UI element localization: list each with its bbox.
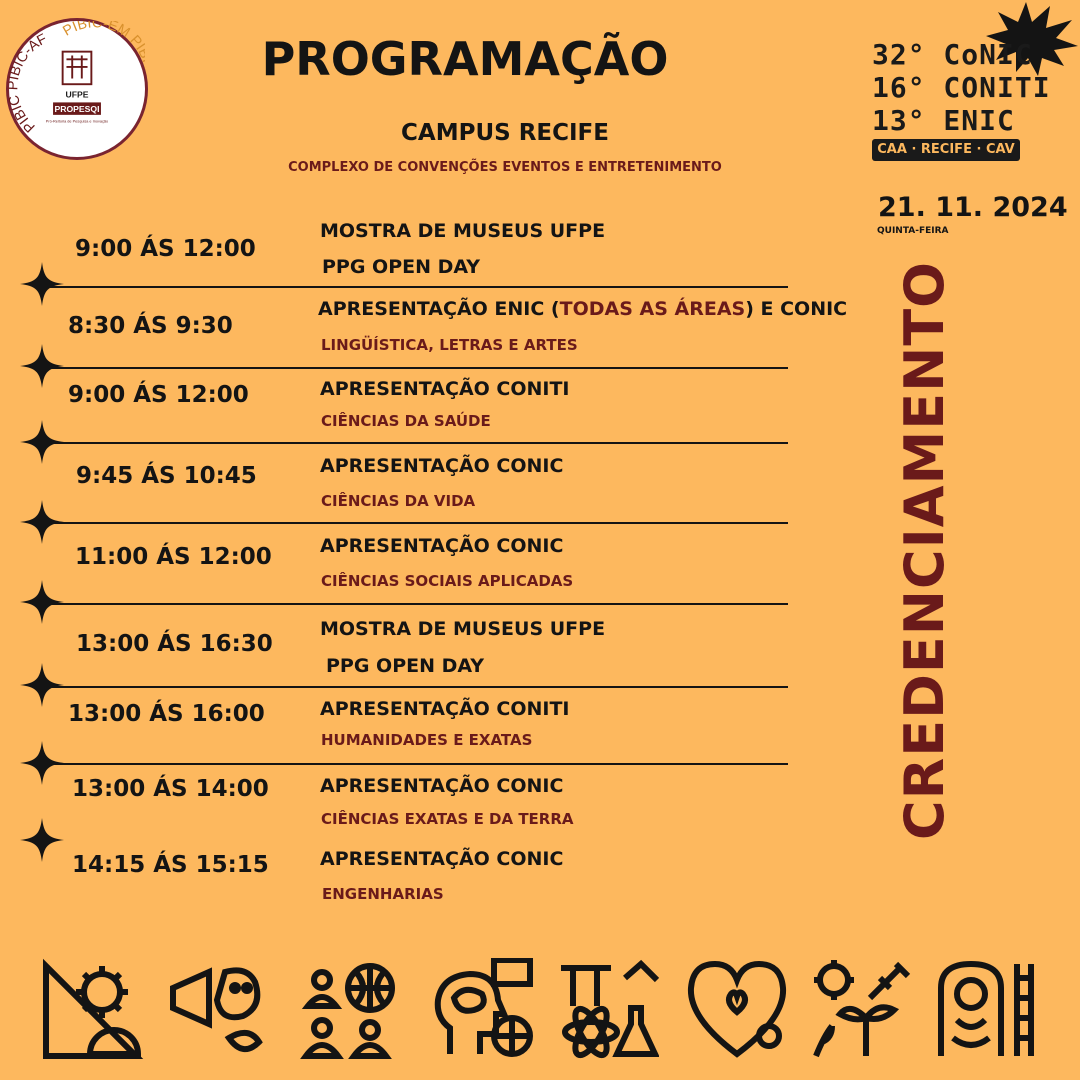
event-weekday: QUINTA-FEIRA: [877, 226, 949, 236]
row-subtitle: PPG OPEN DAY: [326, 655, 485, 677]
brand-tagline: CAA · RECIFE · CAV: [872, 139, 1020, 161]
row-time: 11:00 ÁS 12:00: [75, 544, 272, 570]
event-brand-logo: [868, 0, 1080, 170]
svg-text:PIBIC PIBIC-AF: [9, 31, 50, 135]
sparkle-icon: [20, 344, 64, 388]
life-sciences-icon: [810, 958, 914, 1062]
row-time: 9:00 ÁS 12:00: [75, 236, 256, 262]
row-time: 14:15 ÁS 15:15: [72, 852, 269, 878]
sparkle-icon: [20, 262, 64, 306]
row-title: APRESENTAÇÃO ENIC (TODAS AS ÁREAS) E CONIC: [318, 298, 848, 320]
seal-ring-left: PIBI IC-AF: [9, 31, 50, 136]
row-subtitle: HUMANIDADES E EXATAS: [321, 731, 533, 749]
area-icons-strip: [40, 958, 1040, 1062]
row-subtitle: CIÊNCIAS SOCIAIS APLICADAS: [321, 572, 574, 590]
engineering-icon: [40, 958, 144, 1062]
seal-org: UFPE: [65, 89, 89, 100]
brand-line-enic: 13° ENIC: [872, 104, 1015, 137]
brand-line-coniti: 16° CONITI: [872, 71, 1051, 104]
linguistics-icon: [935, 958, 1039, 1062]
arts-icon: [165, 958, 269, 1062]
venue-name: COMPLEXO DE CONVENÇÕES EVENTOS E ENTRETENIMENTO: [288, 160, 722, 175]
row-divider: [40, 442, 788, 444]
seal-dept: PROPESQI: [54, 103, 100, 114]
sparkle-icon: [20, 818, 64, 862]
row-divider: [40, 603, 788, 605]
credenciamento-label: CREDENCIAMENTO: [893, 260, 956, 840]
row-title: APRESENTAÇÃO CONITI: [320, 378, 570, 400]
sparkle-icon: [20, 580, 64, 624]
row-divider: [40, 367, 788, 369]
row-subtitle: CIÊNCIAS DA SAÚDE: [321, 412, 491, 430]
pibic-seal-logo: [6, 18, 148, 160]
page-title: PROGRAMAÇÃO: [261, 32, 669, 86]
row-divider: [40, 522, 788, 524]
row-subtitle: CIÊNCIAS DA VIDA: [321, 492, 476, 510]
row-title: APRESENTAÇÃO CONIC: [320, 535, 564, 557]
row-divider: [40, 686, 788, 688]
row-time: 13:00 ÁS 14:00: [72, 776, 269, 802]
row-time: 8:30 ÁS 9:30: [68, 313, 233, 339]
social-network-icon: [300, 958, 404, 1062]
sparkle-icon: [20, 741, 64, 785]
row-time: 13:00 ÁS 16:30: [76, 631, 273, 657]
row-subtitle: ENGENHARIAS: [322, 885, 444, 903]
row-divider: [40, 286, 788, 288]
row-time: 9:00 ÁS 12:00: [68, 382, 249, 408]
humanities-brain-icon: [430, 958, 534, 1062]
row-title: APRESENTAÇÃO CONIC: [320, 775, 564, 797]
seal-ring-right: PIBIC-EM P: [60, 21, 145, 51]
event-date: 21. 11. 2024: [878, 192, 1068, 223]
row-title: MOSTRA DE MUSEUS UFPE: [320, 618, 606, 640]
row-subtitle: PPG OPEN DAY: [322, 256, 481, 278]
row-subtitle: LINGÜÍSTICA, LETRAS E ARTES: [321, 336, 578, 354]
exact-sciences-icon: [555, 958, 659, 1062]
sparkle-icon: [20, 420, 64, 464]
sparkle-icon: [20, 500, 64, 544]
row-divider: [40, 763, 788, 765]
row-time: 9:45 ÁS 10:45: [76, 463, 257, 489]
row-title: MOSTRA DE MUSEUS UFPE: [320, 220, 606, 242]
row-time: 13:00 ÁS 16:00: [68, 701, 265, 727]
row-subtitle: CIÊNCIAS EXATAS E DA TERRA: [321, 810, 574, 828]
brand-line-conic: 32° CoNIC: [872, 38, 1033, 71]
campus-name: CAMPUS RECIFE: [401, 120, 609, 146]
seal-dept-sub: Pró-Reitoria de Pesquisa e Inovação: [45, 119, 109, 124]
health-heart-icon: [685, 958, 789, 1062]
row-title: APRESENTAÇÃO CONITI: [320, 698, 570, 720]
row-title: APRESENTAÇÃO CONIC: [320, 848, 564, 870]
sparkle-icon: [20, 663, 64, 707]
row-title: APRESENTAÇÃO CONIC: [320, 455, 564, 477]
